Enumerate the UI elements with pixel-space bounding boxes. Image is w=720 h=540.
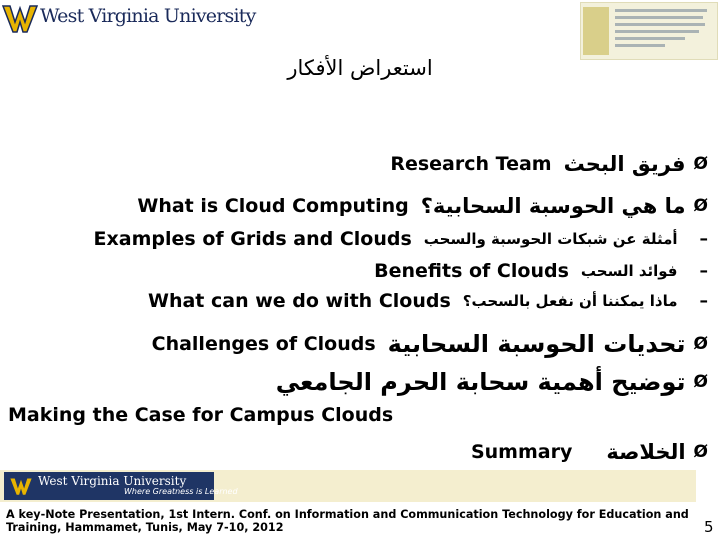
item-english: Summary	[470, 441, 573, 463]
item-english: Challenges of Clouds	[151, 333, 376, 355]
bullet-arrow-icon: Ø	[693, 372, 708, 392]
item-arabic: توضيح أهمية سحابة الحرم الجامعي	[275, 368, 686, 396]
wvu-logo	[2, 2, 256, 38]
item-arabic: ما هي الحوسبة السحابية؟	[420, 194, 686, 218]
page-number: 5	[704, 518, 714, 536]
bullet-arrow-icon: Ø	[693, 196, 708, 216]
bullet-arrow-icon: Ø	[693, 334, 708, 354]
item-arabic: فريق البحث	[563, 152, 686, 176]
dash-marker: –	[699, 261, 708, 281]
footer-logo-text: West Virginia University	[38, 474, 187, 488]
list-item	[276, 368, 708, 396]
slide-title: استعراض الأفكار	[287, 56, 433, 80]
dash-marker: –	[699, 291, 708, 311]
badge-text-lines	[615, 9, 711, 51]
item-english: Research Team	[390, 153, 552, 175]
item-english: Benefits of Clouds	[374, 260, 569, 282]
flying-wv-icon	[8, 476, 34, 496]
item-english: Making the Case for Campus Clouds	[8, 404, 394, 426]
item-english: Examples of Grids and Clouds	[93, 228, 412, 250]
item-arabic: أمثلة عن شبكات الحوسبة والسحب	[423, 230, 678, 248]
list-item	[152, 330, 708, 358]
list-sub-item	[148, 290, 708, 312]
item-arabic: تحديات الحوسبة السحابية	[387, 330, 686, 358]
ticet-logo-icon	[583, 7, 609, 55]
logo-text: West Virginia University	[40, 5, 256, 27]
conference-badge	[580, 2, 718, 60]
flying-wv-icon	[2, 2, 38, 34]
list-sub-item	[374, 260, 708, 282]
list-item	[137, 194, 708, 218]
item-arabic: ماذا يمكننا أن نفعل بالسحب؟	[462, 292, 678, 310]
bullet-arrow-icon: Ø	[693, 442, 708, 462]
list-item	[471, 440, 708, 464]
footer-bar	[0, 470, 696, 502]
footer-wvu-logo	[4, 472, 238, 500]
list-item	[390, 152, 708, 176]
footer-logo-tagline: Where Greatness is Learned	[124, 487, 238, 496]
list-sub-item	[94, 228, 708, 250]
dash-marker: –	[699, 229, 708, 249]
item-english: What can we do with Clouds	[147, 290, 451, 312]
bullet-arrow-icon: Ø	[693, 154, 708, 174]
item-english: What is Cloud Computing	[137, 195, 409, 217]
item-arabic: فوائد السحب	[580, 262, 678, 280]
item-arabic: الخلاصة	[606, 440, 686, 464]
citation-text: A key-Note Presentation, 1st Intern. Conf. on Information and Communication Technology for Education and Training, Hammamet, Tunis, May 7-10, 2012	[6, 508, 689, 534]
